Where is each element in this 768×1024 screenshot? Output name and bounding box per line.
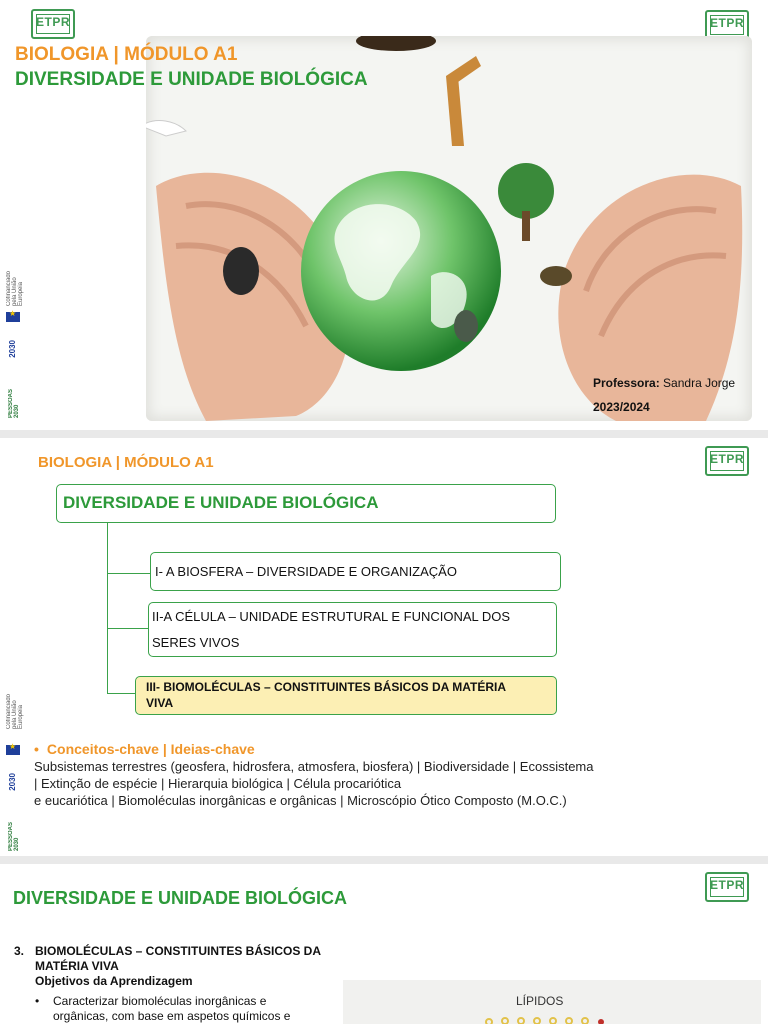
tree-connector-3 (107, 693, 135, 694)
topic-label-1: I- A BIOSFERA – DIVERSIDADE E ORGANIZAÇÃO (155, 564, 457, 579)
etpr-logo-left (31, 9, 75, 39)
lipids-figure (343, 980, 761, 1024)
school-year: 2023/2024 (593, 400, 650, 414)
tree-connector-2 (107, 628, 148, 629)
cover-title: DIVERSIDADE E UNIDADE BIOLÓGICA (15, 69, 368, 90)
portugal-2030-logo: 2030 (8, 773, 17, 791)
main-topic-label: DIVERSIDADE E UNIDADE BIOLÓGICA (63, 493, 379, 512)
etpr-logo (705, 872, 749, 902)
bullet: • (34, 741, 39, 757)
pessoas-2030-logo: PESSOAS 2030 (8, 821, 20, 851)
funding-logos (6, 693, 22, 853)
cofinanced-text: Cofinanciado pela União Europeia (6, 693, 24, 729)
section-number: 3. (14, 944, 25, 958)
eu-flag-icon (6, 312, 20, 322)
topic-box-3-highlighted (135, 676, 557, 715)
funding-logos (6, 270, 22, 420)
logo-text: ETPR (35, 15, 70, 29)
slide-2-index (0, 438, 768, 856)
slide-3-biomolecules (0, 864, 768, 1024)
cofinanced-text: Cofinanciado pela União Europeia (6, 270, 24, 306)
slide-divider (0, 856, 768, 864)
topic-box-2 (148, 602, 557, 657)
section-heading (14, 944, 321, 989)
logo-text: ETPR (709, 452, 744, 466)
lipids-label: LÍPIDOS (516, 994, 564, 1008)
teacher-line (593, 376, 735, 390)
concepts-heading (34, 741, 255, 757)
etpr-logo (705, 446, 749, 476)
tree-connector-vertical (107, 523, 108, 693)
bullet: • (35, 994, 40, 1008)
logo-text: ETPR (709, 16, 744, 30)
lipid-bilayer-icon (343, 980, 761, 1024)
section-line-1: BIOMOLÉCULAS – CONSTITUINTES BÁSICOS DA (35, 944, 322, 958)
teacher-name: Sandra Jorge (663, 376, 736, 390)
section-line-2: MATÉRIA VIVA (35, 959, 119, 973)
topic-label-3-line2: VIVA (146, 696, 174, 710)
main-topic-box (56, 484, 556, 523)
teacher-label: Professora: (593, 376, 660, 390)
portugal-2030-logo: 2030 (8, 340, 17, 358)
topic-label-2-line1: II-A CÉLULA – UNIDADE ESTRUTURAL E FUNCIONAL DOS (152, 609, 511, 624)
objectives-title: Objetivos da Aprendizagem (35, 974, 193, 988)
cover-illustration (146, 36, 752, 421)
topic-label-2-line2: SERES VIVOS (152, 635, 240, 650)
topic-label-3-line1: III- BIOMOLÉCULAS – CONSTITUINTES BÁSICOS DA MATÉRIA (146, 680, 507, 694)
eu-flag-icon (6, 745, 20, 755)
bullet-line-2: orgânicas, com base em aspetos químicos e (53, 1009, 291, 1023)
logo-text: ETPR (709, 878, 744, 892)
concepts-line: e eucariótica | Biomoléculas inorgânicas e orgânicas | Microscópio Ótico Composto (M.O.C.) (34, 793, 567, 808)
earth-in-hands-icon (146, 36, 752, 421)
objectives-bullet (35, 994, 290, 1024)
course-title: BIOLOGIA | MÓDULO A1 (38, 454, 214, 471)
course-title: BIOLOGIA | MÓDULO A1 (15, 44, 238, 65)
concepts-line: | Extinção de espécie | Hierarquia biológica | Célula procariótica (34, 776, 402, 791)
slide-1-cover (0, 0, 768, 430)
slide-divider (0, 430, 768, 438)
topic-box-1 (150, 552, 561, 591)
concepts-line: Subsistemas terrestres (geosfera, hidrosfera, atmosfera, biosfera) | Biodiversidade | Ecossistema (34, 759, 594, 774)
slide-title: DIVERSIDADE E UNIDADE BIOLÓGICA (13, 888, 348, 908)
bullet-line-1: Caracterizar biomoléculas inorgânicas e (53, 994, 267, 1008)
concepts-title: Conceitos-chave | Ideias-chave (46, 741, 255, 757)
tree-connector-1 (107, 573, 150, 574)
concepts-text (34, 758, 594, 809)
pessoas-2030-logo: PESSOAS 2030 (8, 388, 20, 418)
